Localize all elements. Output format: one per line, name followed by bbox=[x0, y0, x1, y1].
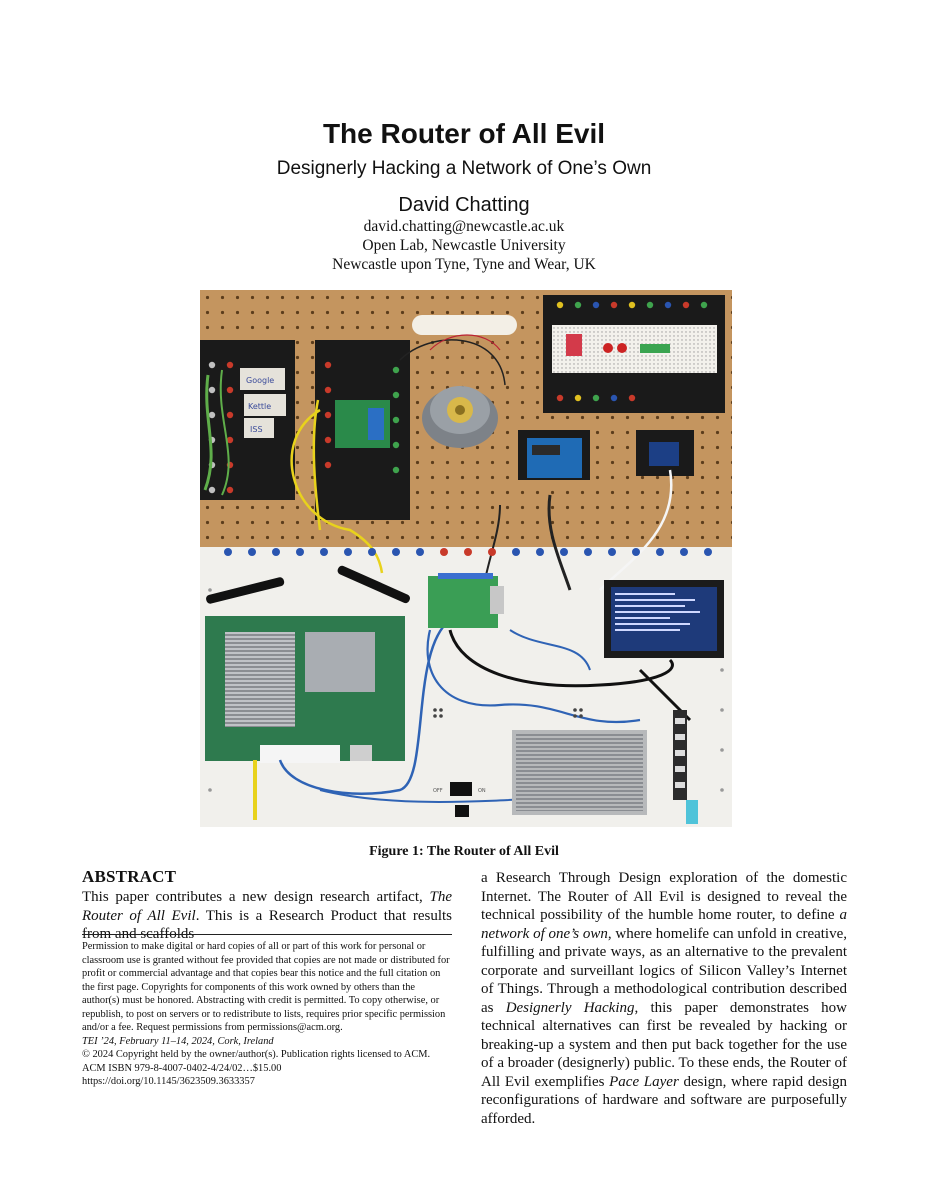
terminal-row bbox=[224, 548, 712, 556]
permission-block bbox=[82, 940, 452, 1089]
copyright-line: © 2024 Copyright held by the owner/author(s). Publication rights licensed to ACM. bbox=[82, 1049, 431, 1060]
handle-slot bbox=[412, 315, 517, 335]
abstract-text: , where homelife can unfold in creative, fulfilling and private ways, as an alternative to the prevalent corporate and surveillant logics of Silicon Valley’s Internet of Things. Through a methodological contribution described as bbox=[481, 925, 848, 1016]
isbn-line: ACM ISBN 979-8-4007-0402-4/24/02…$15.00 bbox=[82, 1062, 282, 1074]
power-supply bbox=[512, 730, 647, 815]
abstract-heading: ABSTRACT bbox=[82, 867, 177, 886]
abstract-emphasis: The Router of All Evil bbox=[82, 889, 452, 924]
switch-on-label: ON bbox=[478, 788, 486, 794]
author-name: David Chatting bbox=[398, 194, 530, 216]
author-location: Newcastle upon Tyne, Tyne and Wear, UK bbox=[332, 256, 596, 273]
figure-caption: Figure 1: The Router of All Evil bbox=[369, 844, 559, 859]
router-photo-figure bbox=[200, 290, 732, 827]
abstract-text: . This is a Research Product that results from and scaffolds bbox=[82, 907, 452, 942]
label-kettle: Kettle bbox=[248, 402, 272, 411]
abstract-text: This paper contributes a new design research artifact, bbox=[82, 889, 430, 905]
permission-notice: Permission to make digital or hard copies of all or part of this work for personal or classroom use is granted without fee provided that copies are not made or distributed for profit or commercial advantage and that copies bear this notice and the full citation on the first page. Copyrights for components of this work owned by others than the author(s) must be honored. Abstracting with credit is permitted. To copy otherwise, or republish, to post on servers or to redistribute to lists, requires prior specific permission and/or a fee. Request permissions from permissions@acm.org. bbox=[82, 941, 450, 1033]
abstract-left-column bbox=[82, 888, 452, 944]
display-screen bbox=[604, 580, 724, 658]
raspberry-pi bbox=[428, 576, 498, 628]
small-board bbox=[649, 442, 679, 466]
conference-venue: TEI ’24, February 11–14, 2024, Cork, Ireland bbox=[82, 1035, 274, 1047]
doi-link[interactable]: https://doi.org/10.1145/3623509.3633357 bbox=[82, 1076, 255, 1087]
footnote-rule bbox=[82, 934, 452, 935]
author-email: david.chatting@newcastle.ac.uk bbox=[363, 218, 565, 235]
abstract-right-column bbox=[481, 869, 847, 1128]
abstract-text: design, where rapid design reconfigurations of hardware and software are purposefully afforded. bbox=[481, 1073, 847, 1127]
arduino bbox=[527, 438, 582, 478]
abstract-emphasis: a network of one’s own bbox=[481, 907, 847, 942]
abstract-text: , this paper demonstrates how technical alternatives can first be revealed by hacking or breaking-up a system and then put back together for the use of a broader (designerly) public. To these ends, the Router of All Evil exemplifies bbox=[481, 999, 847, 1090]
author-affiliation: Open Lab, Newcastle University bbox=[362, 237, 566, 254]
abstract-emphasis: Pace Layer bbox=[609, 1073, 679, 1090]
paper-title: The Router of All Evil bbox=[322, 118, 606, 149]
power-switch bbox=[450, 782, 472, 796]
router-board bbox=[205, 616, 405, 763]
switch-off-label: OFF bbox=[433, 788, 443, 794]
label-google: Google bbox=[246, 376, 275, 385]
abstract-emphasis: Designerly Hacking bbox=[505, 999, 635, 1016]
abstract-text: a Research Through Design exploration of the domestic Internet. The Router of All Evil is designed to reveal the technical possibility of the humble home router, to define bbox=[481, 870, 847, 923]
label-iss: ISS bbox=[250, 425, 263, 434]
paper-subtitle: Designerly Hacking a Network of One’s Own bbox=[276, 158, 652, 179]
